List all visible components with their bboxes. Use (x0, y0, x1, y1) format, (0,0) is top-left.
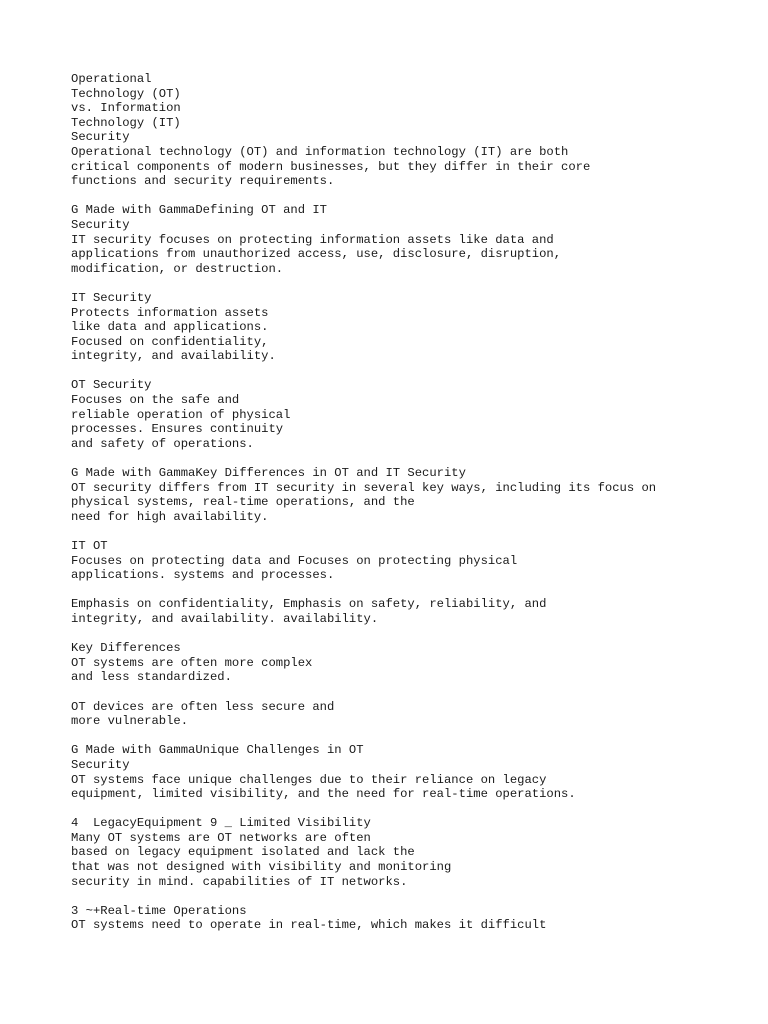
text-line: 4 LegacyEquipment 9 _ Limited Visibility (71, 816, 371, 831)
text-line: physical systems, real-time operations, and the (71, 495, 415, 510)
paragraph-ot-security (71, 378, 751, 451)
document-page (71, 72, 751, 948)
text-line: functions and security requirements. (71, 174, 335, 189)
text-line: Focuses on the safe and (71, 393, 240, 408)
paragraph-defining-ot-and-it-security (71, 203, 751, 276)
text-line: and safety of operations. (71, 436, 254, 451)
text-line: security in mind. capabilities of IT networks. (71, 874, 408, 889)
text-line: vs. Information (71, 101, 181, 116)
text-line: Protects information assets (71, 305, 269, 320)
paragraph-it-ot-emphasis (71, 597, 751, 626)
text-line: Security (71, 217, 130, 232)
text-line: Operational technology (OT) and information technology (IT) are both (71, 144, 569, 159)
text-line: Technology (IT) (71, 115, 181, 130)
text-line: G Made with GammaUnique Challenges in OT (71, 743, 364, 758)
paragraph-ot-devices (71, 700, 751, 729)
text-line: G Made with GammaDefining OT and IT (71, 203, 327, 218)
text-line: integrity, and availability. availability. (71, 611, 379, 626)
text-line: Technology (OT) (71, 86, 181, 101)
text-line: processes. Ensures continuity (71, 422, 284, 437)
paragraph-legacy-and-visibility (71, 816, 751, 889)
text-line: Emphasis on confidentiality, Emphasis on safety, reliability, and (71, 597, 547, 612)
paragraph-key-differences-intro (71, 466, 751, 524)
text-line: and less standardized. (71, 670, 232, 685)
text-line: more vulnerable. (71, 714, 189, 729)
text-line: applications. systems and processes. (71, 568, 335, 583)
paragraph-real-time-operations (71, 904, 751, 933)
text-line: applications from unauthorized access, use, disclosure, disruption, (71, 247, 562, 262)
text-line: reliable operation of physical (71, 407, 291, 422)
text-line: need for high availability. (71, 509, 269, 524)
text-line: OT systems face unique challenges due to their reliance on legacy (71, 772, 547, 787)
text-line: integrity, and availability. (71, 349, 276, 364)
text-line: OT systems are often more complex (71, 655, 313, 670)
text-line: modification, or destruction. (71, 261, 284, 276)
text-line: OT security differs from IT security in several key ways, including its focus on (71, 480, 657, 495)
paragraph-unique-challenges (71, 743, 751, 801)
text-line: G Made with GammaKey Differences in OT and IT Security (71, 466, 466, 481)
paragraph-key-differences (71, 641, 751, 685)
text-line: based on legacy equipment isolated and lack the (71, 845, 415, 860)
text-line: OT devices are often less secure and (71, 699, 335, 714)
text-line: OT Security (71, 378, 152, 393)
text-line: like data and applications. (71, 320, 269, 335)
text-line: Security (71, 757, 130, 772)
text-line: Security (71, 130, 130, 145)
paragraph-title-and-intro (71, 72, 751, 189)
text-line: equipment, limited visibility, and the need for real-time operations. (71, 787, 576, 802)
text-line: IT OT (71, 539, 108, 553)
text-line: Focused on confidentiality, (71, 334, 269, 349)
text-line: OT systems need to operate in real-time, which makes it difficult (71, 918, 547, 933)
paragraph-it-ot-focus (71, 539, 751, 583)
paragraph-it-security (71, 291, 751, 364)
text-line: IT security focuses on protecting information assets like data and (71, 232, 554, 247)
text-line: Many OT systems are OT networks are often (71, 830, 371, 845)
text-line: Focuses on protecting data and Focuses on protecting physical (71, 553, 518, 568)
text-line: that was not designed with visibility and monitoring (71, 860, 452, 875)
text-line: Operational (71, 72, 152, 86)
text-line: critical components of modern businesses, but they differ in their core (71, 159, 591, 174)
text-line: 3 ~+Real-time Operations (71, 903, 247, 918)
text-line: IT Security (71, 290, 152, 305)
text-line: Key Differences (71, 641, 181, 656)
